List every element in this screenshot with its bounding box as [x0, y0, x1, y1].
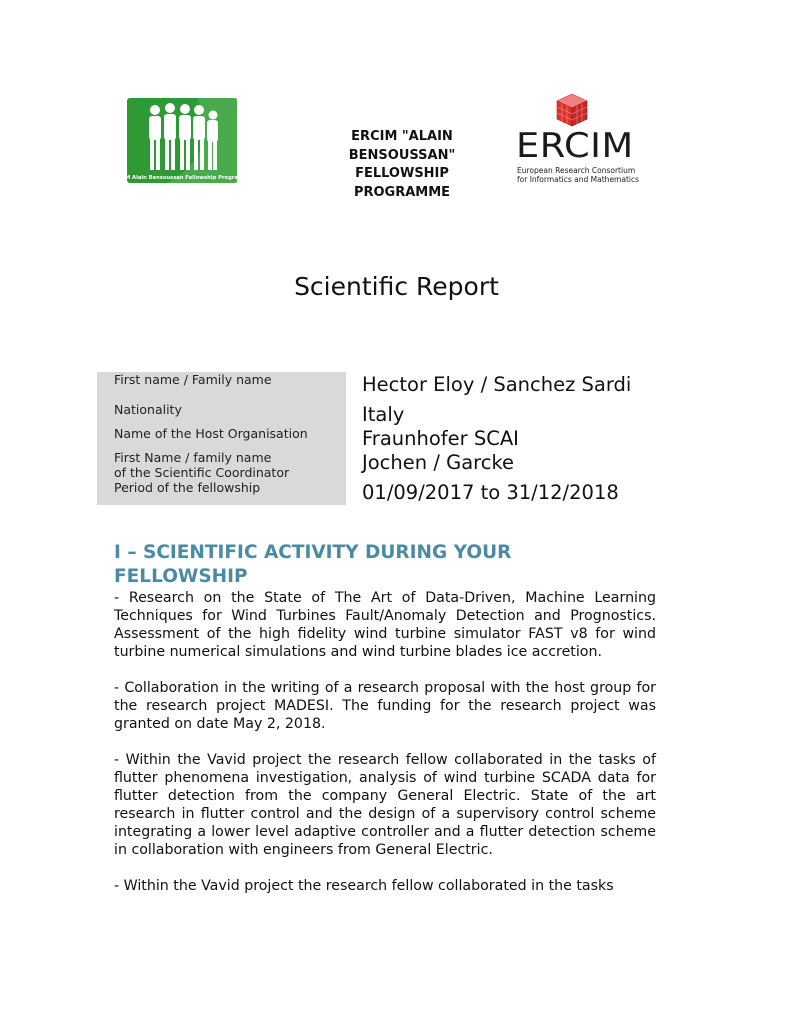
- ercim-cube-icon: [556, 93, 588, 127]
- ercim-wordmark: ERCIM: [516, 126, 634, 166]
- label-nationality: Nationality: [114, 402, 182, 417]
- label-fellowship-period: Period of the fellowship: [114, 480, 261, 495]
- paragraph: - Within the Vavid project the research fellow collaborated in the tasks of flutter phenomena investigation, analysis of wind turbine SCADA data for flutter detection from the company General Electric. State of the art research in flutter control and the design of a supervisory control scheme integrating a lower level adaptive controller and a flutter detection scheme in collaboration with engineers from General Electric.: [114, 752, 656, 858]
- value-nationality: Italy: [362, 403, 405, 426]
- label-host-organisation: Name of the Host Organisation: [114, 426, 308, 441]
- report-title: Scientific Report: [294, 272, 499, 301]
- fellowship-people-logo-icon: [111, 98, 253, 183]
- programme-line: FELLOWSHIP: [355, 166, 449, 181]
- value-fellow-name: Hector Eloy / Sanchez Sardi: [362, 373, 632, 396]
- paragraph: - Within the Vavid project the research fellow collaborated in the tasks: [114, 878, 614, 894]
- label-first-family-name: First name / Family name: [114, 372, 272, 387]
- left-logo-caption: ERCIM Alain Bensoussan Fellowship Programme: [111, 175, 253, 181]
- section-body: [114, 589, 656, 913]
- label-coordinator-role: of the Scientific Coordinator: [114, 465, 290, 480]
- ercim-subtitle-line: European Research Consortium: [517, 166, 636, 175]
- programme-title: [330, 128, 474, 202]
- ercim-subtitle-line: for Informatics and Mathematics: [517, 175, 640, 184]
- value-coordinator-name: Jochen / Garcke: [362, 451, 515, 474]
- programme-line: PROGRAMME: [353, 184, 451, 200]
- programme-line: BENSOUSSAN": [348, 147, 456, 163]
- ercim-logo: [514, 93, 640, 185]
- section-heading: I – SCIENTIFIC ACTIVITY DURING YOUR FELLOWSHIP: [114, 542, 512, 587]
- ercim-subtitle: [517, 166, 639, 184]
- value-host-organisation: Fraunhofer SCAI: [362, 427, 519, 450]
- label-coordinator-name: First Name / family name: [114, 450, 272, 465]
- value-fellowship-period: 01/09/2017 to 31/12/2018: [362, 481, 619, 504]
- programme-line: ERCIM "ALAIN: [351, 129, 453, 144]
- fellowship-programme-logo: [111, 98, 253, 183]
- paragraph: - Research on the State of The Art of Data-Driven, Machine Learning Techniques for Wind Turbines Fault/Anomaly Detection and Prognostics. Assessment of the high fidelity wind turbine simulator FAST v8 for wind turbine numerical simulations and wind turbine blades ice accretion.: [114, 590, 656, 660]
- paragraph: - Collaboration in the writing of a research proposal with the host group for the research project MADESI. The funding for the research project was granted on date May 2, 2018.: [114, 680, 656, 732]
